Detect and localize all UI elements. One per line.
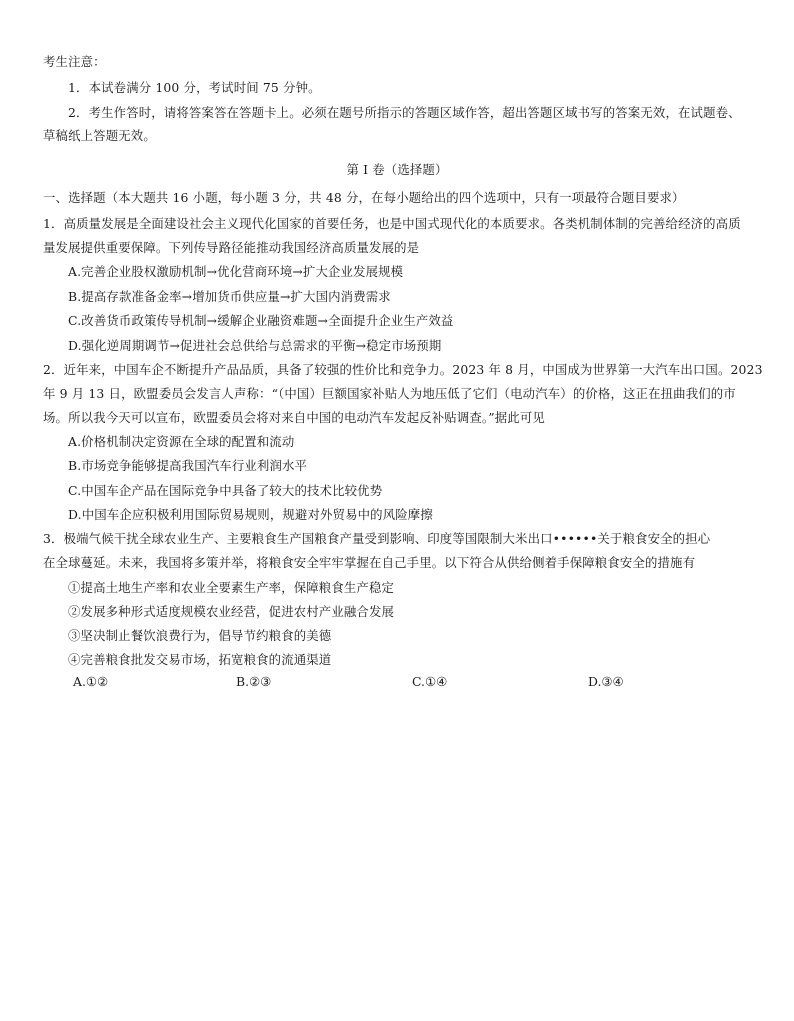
q2-option-c: C.中国车企产品在国际竞争中具备了较大的技术比较优势 — [68, 483, 383, 498]
notice-item-2-line-1: 2．考生作答时，请将答案答在答题卡上。必须在题号所指示的答题区域作答，超出答题区域书写的答案无效，在试题卷、 — [68, 105, 741, 120]
q3-item-1: ①提高土地生产率和农业全要素生产率，保障粮食生产稳定 — [68, 580, 395, 595]
q3-choice-b: B.②③ — [236, 674, 272, 689]
q1-option-d: D.强化逆周期调节→促进社会总供给与总需求的平衡→稳定市场预期 — [68, 338, 442, 353]
notice-item-2-line-2: 草稿纸上答题无效。 — [43, 128, 156, 143]
q2-stem-line-1: 2．近年来，中国车企不断提升产品品质，具备了较强的性价比和竞争力。2023 年 8 月，中国成为世界第一大汽车出口国。2023 — [43, 362, 763, 377]
q3-choice-c: C.①④ — [412, 674, 448, 689]
section-instruction: 一、选择题（本大题共 16 小题，每小题 3 分，共 48 分，在每小题给出的四个选项中，只有一项最符合题目要求） — [43, 190, 685, 205]
q2-option-a: A.价格机制决定资源在全球的配置和流动 — [68, 434, 295, 449]
q3-choice-a: A.①② — [73, 674, 109, 689]
notice-heading: 考生注意： — [43, 54, 106, 69]
section-title: 第 I 卷（选择题） — [346, 162, 448, 177]
q1-stem-line-2: 量发展提供重要保障。下列传导路径能推动我国经济高质量发展的是 — [43, 240, 420, 255]
q2-option-d: D.中国车企应积极利用国际贸易规则，规避对外贸易中的风险摩擦 — [68, 507, 433, 522]
q3-choice-d: D.③④ — [588, 674, 624, 689]
q3-item-2: ②发展多种形式适度规模农业经营，促进农村产业融合发展 — [68, 604, 395, 619]
q2-option-b: B.市场竞争能够提高我国汽车行业利润水平 — [68, 458, 308, 473]
q1-option-a: A.完善企业股权激励机制→优化营商环境→扩大企业发展规模 — [68, 264, 404, 279]
q2-stem-line-2: 年 9 月 13 日，欧盟委员会发言人声称：“（中国）巨额国家补贴人为地压低了它们（电动汽车）的价格，这正在扭曲我们的市 — [43, 386, 736, 401]
q3-item-4: ④完善粮食批发交易市场，拓宽粮食的流通渠道 — [68, 652, 332, 667]
q3-item-3: ③坚决制止餐饮浪费行为，倡导节约粮食的美德 — [68, 628, 332, 643]
q2-stem-line-3: 场。所以我今天可以宣布，欧盟委员会将对来自中国的电动汽车发起反补贴调查。”据此可见 — [43, 410, 545, 425]
notice-item-1: 1．本试卷满分 100 分，考试时间 75 分钟。 — [68, 80, 321, 95]
q1-stem-line-1: 1．高质量发展是全面建设社会主义现代化国家的首要任务，也是中国式现代化的本质要求。各类机制体制的完善给经济的高质 — [43, 216, 741, 231]
q3-choices — [73, 674, 733, 690]
q1-option-c: C.改善货币政策传导机制→缓解企业融资难题→全面提升企业生产效益 — [68, 313, 454, 328]
q1-option-b: B.提高存款准备金率→增加货币供应量→扩大国内消费需求 — [68, 289, 391, 304]
q3-stem-line-2: 在全球蔓延。未来，我国将多策并举，将粮食安全牢牢掌握在自己手里。以下符合从供给侧着手保障粮食安全的措施有 — [43, 555, 696, 570]
q3-stem-line-1: 3．极端气候干扰全球农业生产、主要粮食生产国粮食产量受到影响、印度等国限制大米出口••••••关于粮食安全的担心 — [43, 531, 711, 546]
